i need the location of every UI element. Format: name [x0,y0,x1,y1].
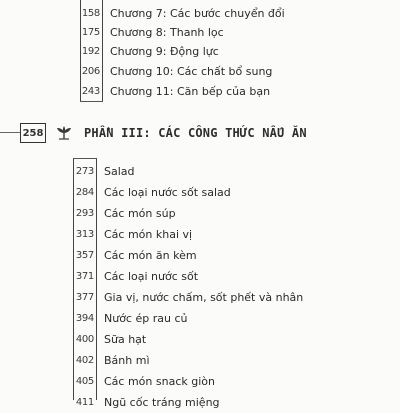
toc-entry[interactable] [0,328,400,350]
toc-page-number: 357 [75,249,94,261]
toc-chapter-title: Các món súp [104,206,176,220]
part-heading-connector-left [0,132,20,133]
toc-entry[interactable] [0,370,400,392]
toc-entry[interactable] [0,80,400,102]
toc-entry[interactable] [0,349,400,371]
toc-chapter-title: Salad [104,164,135,178]
toc-chapter-title: Chương 10: Các chất bổ sung [110,64,273,78]
toc-page-number: 402 [75,354,94,366]
toc-page-number: 405 [75,375,94,387]
toc-page-number: 192 [81,45,100,57]
plant-sprout-icon [56,126,72,140]
toc-page-number: 400 [75,333,94,345]
toc-entry[interactable] [0,160,400,182]
toc-chapter-title: Các loại nước sốt salad [104,185,231,199]
toc-entry[interactable] [0,391,400,413]
toc-lower-top-rule [73,158,97,159]
toc-chapter-title: Các món ăn kèm [104,248,197,262]
toc-chapter-title: Chương 9: Động lực [110,44,219,58]
toc-page-number: 371 [75,270,94,282]
toc-page-number: 411 [75,396,94,408]
toc-page-number: 175 [81,26,100,38]
toc-chapter-title: Chương 11: Căn bếp của bạn [110,84,271,98]
toc-entry[interactable] [0,307,400,329]
toc-upper-section [0,0,400,105]
toc-page-number: 284 [75,186,94,198]
toc-chapter-title: Chương 8: Thanh lọc [110,25,224,39]
toc-chapter-title: Bánh mì [104,353,150,367]
toc-chapter-title: Các món snack giòn [104,374,215,388]
toc-page-number: 394 [75,312,94,324]
part-page-number: 258 [20,123,46,143]
toc-chapter-title: Chương 7: Các bước chuyển đổi [110,6,285,20]
toc-entry[interactable] [0,60,400,82]
toc-lower-section [0,158,400,409]
toc-entry[interactable] [0,202,400,224]
part-title: PHẦN III: CÁC CÔNG THỨC NẤU ĂN [84,126,307,140]
toc-entry[interactable] [0,223,400,245]
toc-chapter-title: Các loại nước sốt [104,269,199,283]
toc-page-number: 273 [75,165,94,177]
toc-chapter-title: Nước ép rau củ [104,311,188,325]
toc-page-number: 377 [75,291,94,303]
toc-page-number: 206 [81,65,100,77]
toc-entry[interactable] [0,181,400,203]
toc-page-number: 313 [75,228,94,240]
toc-page-number: 243 [81,85,100,97]
toc-entry[interactable] [0,265,400,287]
toc-page-number: 293 [75,207,94,219]
toc-entry[interactable] [0,286,400,308]
toc-chapter-title: Các món khai vị [104,227,193,241]
toc-page-number: 158 [81,7,100,19]
part-heading[interactable] [20,120,307,146]
toc-chapter-title: Sữa hạt [104,332,147,346]
toc-entry[interactable] [0,40,400,62]
toc-chapter-title: Ngũ cốc tráng miệng [104,395,220,409]
toc-chapter-title: Gia vị, nước chấm, sốt phết và nhân [104,290,304,304]
toc-entry[interactable] [0,244,400,266]
